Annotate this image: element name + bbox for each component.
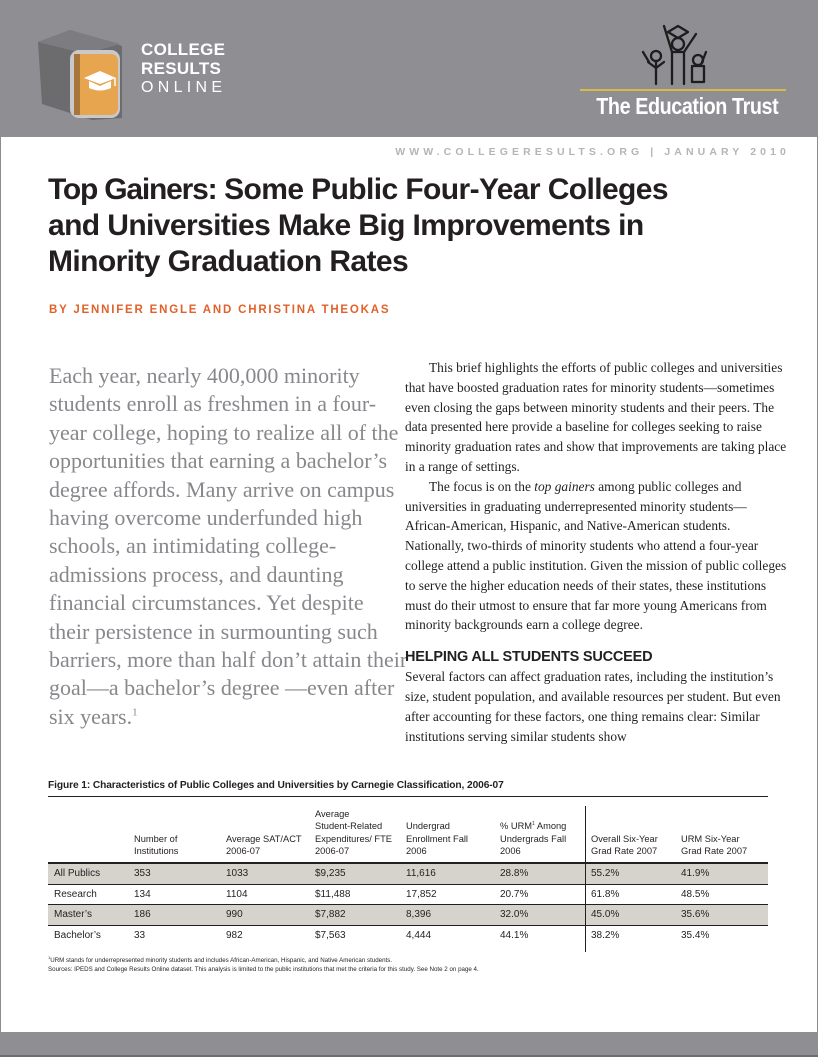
cell: 134 — [134, 888, 151, 900]
page-title — [48, 172, 688, 280]
p2-italic: top gainers — [534, 478, 595, 494]
table-header — [48, 798, 768, 864]
cell: 17,852 — [406, 888, 437, 900]
lead-text: Each year, nearly 400,000 minority students enroll as freshmen in a four-year college, hoping to realize all of the opportunities that earning a bachelor’s degree affords. Many arrive on campus having overcome underfunded high schools, an intimidating college-admissions process, and daunting financial circumstances. Yet despite their persistence in surmounting such barriers, more than half don’t attain their goal—a bachelor’s degree —even after six years. — [49, 363, 408, 729]
figure-title: Figure 1: Characteristics of Public Colleges and Universities by Carnegie Classification, 2006-07 — [48, 780, 504, 791]
cell: 982 — [226, 929, 243, 941]
col-header-expenditures: Average Student-Related Expenditures/ FTE 2006-07 — [315, 808, 392, 857]
title-bold-lead: Top Gainers: — [48, 173, 217, 206]
education-trust-logo — [580, 22, 786, 122]
body-paragraph-1: This brief highlights the efforts of public colleges and universities that have boosted graduation rates for minority students—sometimes even closing the gaps between minority students and their peers. The data presented here provide a baseline for colleges seeking to raise minority graduation rates and show that improvements are taking place in a range of settings. — [405, 360, 787, 474]
table-divider — [585, 806, 586, 952]
title-rest: Some Public Four-Year Colleges and Universities Make Big Improvements in Minority Graduation Rates — [48, 173, 668, 278]
cell: 44.1% — [500, 929, 529, 941]
col-header-overall-grad: Overall Six-Year Grad Rate 2007 — [591, 833, 658, 857]
header-band — [0, 0, 818, 137]
body-paragraph-3: Several factors can affect graduation rates, including the institution’s size, student population, and available resources per student. But even after accounting for these factors, one thing remains clear: Similar institutions serving similar students show — [405, 669, 781, 744]
table-row — [48, 885, 768, 906]
cell: $9,235 — [315, 868, 346, 879]
cell: $7,882 — [315, 909, 346, 920]
cell: 45.0% — [591, 909, 620, 920]
cell: 28.8% — [500, 868, 529, 879]
cell: 990 — [226, 909, 243, 920]
cell: 35.4% — [681, 929, 710, 941]
cro-line-online: ONLINE — [141, 79, 227, 96]
row-label: Master’s — [54, 909, 92, 920]
section-heading: HELPING ALL STUDENTS SUCCEED — [405, 649, 653, 666]
table-row — [48, 864, 768, 885]
cell: 35.6% — [681, 909, 710, 920]
cell: $7,563 — [315, 929, 346, 941]
footnote-marker: 1 — [48, 954, 51, 960]
cell: 41.9% — [681, 868, 710, 879]
figure-table — [48, 798, 768, 946]
row-label: Research — [54, 888, 97, 900]
cell: 48.5% — [681, 888, 710, 900]
byline: BY JENNIFER ENGLE AND CHRISTINA THEOKAS — [49, 304, 391, 316]
sources-note: Sources: IPEDS and College Results Online dataset. This analysis is limited to the public institutions that met the criteria for this study. See Note 2 on page 4. — [48, 965, 479, 973]
col-header-urm-grad: URM Six-Year Grad Rate 2007 — [681, 833, 748, 857]
cell: 61.8% — [591, 888, 620, 900]
footer-band — [0, 1032, 818, 1057]
cell: 20.7% — [500, 888, 529, 900]
p2-text-b: among public colleges and universities in graduating underrepresented minority students—African-American, Hispanic, and Native-American students. Nationally, two-thirds of minority students who attend a four-year college attend a public institution. Given the mission of public colleges to serve the higher education needs of their states, these institutions must do their utmost to ensure that far more young Americans from minority backgrounds earn a college degree. — [405, 478, 787, 633]
dateline: WWW.COLLEGERESULTS.ORG | JANUARY 2010 — [395, 146, 790, 158]
celebrating-graduates-icon — [640, 22, 720, 87]
footnote-ref: 1 — [132, 706, 138, 719]
footnote-text: URM stands for underrepresented minority students and includes African-American, Hispanic, and Native American students. — [50, 957, 393, 964]
cell: 1033 — [226, 868, 249, 879]
cro-wordmark — [141, 40, 226, 98]
p2-text-a: The focus is on the — [429, 478, 535, 494]
figure-footnotes — [48, 954, 479, 974]
cell: $11,488 — [315, 888, 351, 900]
education-trust-name: The Education Trust — [596, 93, 779, 119]
graduation-cap-cube-icon — [36, 28, 122, 120]
col-header-sat: Average SAT/ACT 2006-07 — [226, 833, 302, 857]
cell: 11,616 — [406, 868, 436, 879]
lead-paragraph — [49, 362, 409, 731]
row-label: All Publics — [54, 868, 101, 879]
cro-line-results: RESULTS — [141, 59, 222, 78]
footnote-urm — [48, 954, 479, 966]
col-header-institutions: Number of Institutions — [134, 833, 179, 857]
body-column — [405, 358, 789, 746]
gold-rule — [580, 89, 786, 91]
cell: 1104 — [226, 888, 248, 900]
cell: 4,444 — [406, 929, 432, 941]
cell: 8,396 — [406, 909, 432, 920]
cell: 38.2% — [591, 929, 620, 941]
cell: 33 — [134, 929, 146, 941]
col-header-enrollment: Undergrad Enrollment Fall 2006 — [406, 821, 469, 857]
row-label: Bachelor’s — [54, 929, 101, 941]
body-paragraph-2 — [405, 477, 789, 635]
col-header-urm-pct: % URM$^1$ Among Undergrads Fall 2006 — [500, 821, 567, 857]
cell: 32.0% — [500, 909, 529, 920]
cell: 55.2% — [591, 868, 620, 879]
college-results-online-logo — [36, 28, 246, 120]
table-row — [48, 926, 768, 947]
cro-line-college: COLLEGE — [141, 40, 226, 59]
cell: 186 — [134, 909, 151, 920]
figure-top-rule — [48, 796, 768, 797]
cell: 353 — [134, 868, 151, 879]
table-row — [48, 905, 768, 926]
